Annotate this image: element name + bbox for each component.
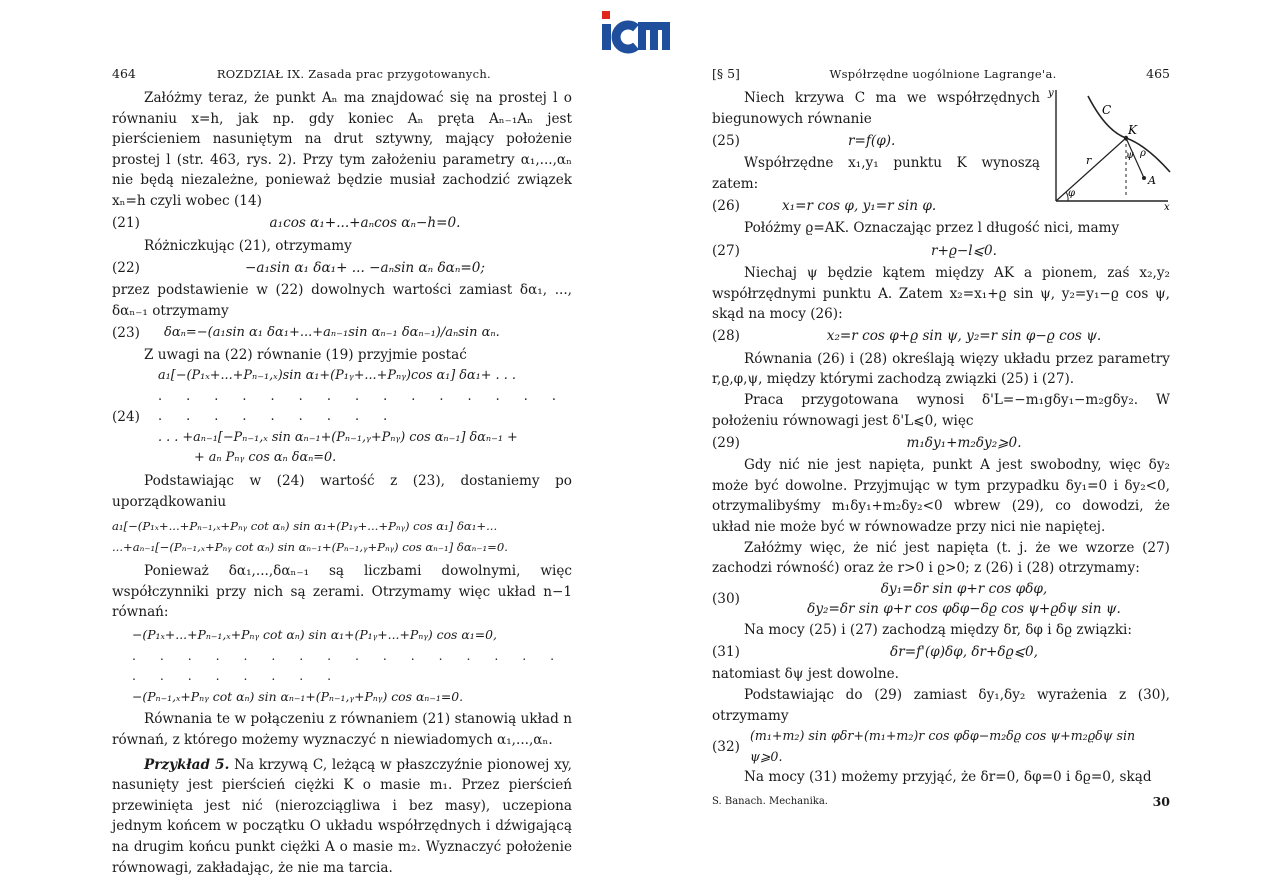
equation-26 bbox=[712, 194, 1040, 218]
section-number: [§ 5] bbox=[712, 66, 740, 81]
equation-body: r+ϱ−l⩽0. bbox=[931, 242, 997, 259]
example-paragraph bbox=[112, 755, 572, 879]
equation-21 bbox=[112, 212, 572, 236]
equation-line: a₁[−(P₁ₓ+...+Pₙ₋₁,ₓ)sin α₁+(P₁ᵧ+...+Pₙᵧ)cos α₁] δα₁+ . . . bbox=[158, 367, 516, 383]
equation-line: δy₂=δr sin φ+r cos φδφ−δϱ cos ψ+ϱδψ sin ψ. bbox=[807, 601, 1121, 618]
fig-label-phi: φ bbox=[1068, 188, 1076, 199]
icm-logo bbox=[598, 10, 676, 54]
paragraph: Załóżmy teraz, że punkt Aₙ ma znajdować się na prostej l o równaniu x=h, jak np. gdy koniec Aₙ pręta Aₙ₋₁Aₙ jest pierścieniem nasuniętym na drut sztywny, mający położenie prostej l (str. 463, rys. 2). Przy tym założeniu parametry α₁,...,αₙ nie będą niezależne, ponieważ będzie musiał zachodzić związek xₙ=h czyli wobec (14) bbox=[112, 90, 572, 209]
paragraph: Różniczkując (21), otrzymamy bbox=[144, 237, 352, 254]
equation-body: δr=f'(φ)δφ, δr+δϱ⩽0, bbox=[890, 644, 1038, 661]
equation-number: (26) bbox=[712, 198, 740, 215]
fig-label-x: x bbox=[1164, 202, 1170, 213]
equation-number: (31) bbox=[712, 644, 740, 661]
example-title: Przykład 5. bbox=[144, 756, 230, 773]
left-header bbox=[112, 64, 572, 88]
equation-body: −a₁sin α₁ δα₁+ ... −aₙsin αₙ δαₙ=0; bbox=[244, 259, 485, 276]
equation-25 bbox=[712, 129, 1040, 153]
paragraph: Ponieważ δα₁,...,δαₙ₋₁ są liczbami dowolnymi, więc współczynniki przy nich są zerami. Otrzymamy więc układ n−1 równań: bbox=[112, 563, 572, 621]
equation-number: (28) bbox=[712, 328, 740, 345]
paragraph: Z uwagi na (22) równanie (19) przyjmie postać bbox=[144, 347, 467, 364]
right-running-title: Współrzędne uogólnione Lagrange'a. bbox=[829, 67, 1057, 81]
equation-body: (m₁+m₂) sin φδr+(m₁+m₂)r cos φδφ−m₂δϱ cos ψ+m₂ϱδψ sin ψ⩾0. bbox=[750, 728, 1136, 764]
paragraph: Równania te w połączeniu z równaniem (21) stanowią układ n równań, z którego możemy wyznaczyć n niewiadomych α₁,...,αₙ. bbox=[112, 711, 572, 749]
equation-30 bbox=[712, 579, 1170, 620]
left-running-title: ROZDZIAŁ IX. Zasada prac przygotowanych. bbox=[216, 67, 492, 81]
equation-dots: . . . . . . . . . . . . . . . . . . . . . . . . bbox=[132, 647, 565, 684]
equation-number: (30) bbox=[712, 590, 740, 607]
equation-32 bbox=[712, 726, 1170, 767]
equation-number: (21) bbox=[112, 215, 140, 232]
equation-line: + aₙ Pₙᵧ cos αₙ δαₙ=0. bbox=[194, 450, 337, 466]
right-footer bbox=[712, 792, 1170, 813]
fig-label-rho: ρ bbox=[1140, 148, 1146, 159]
paragraph: Połóżmy ϱ=AK. Oznaczając przez l długość nici, mamy bbox=[744, 220, 1120, 237]
radius-line bbox=[1056, 138, 1126, 201]
paragraph: Załóżmy więc, że nić jest napięta (t. j. że we wzorze (27) zachodzi równość) oraz że r>0 i ϱ>0; z (26) i (28) otrzymamy: bbox=[712, 539, 1170, 577]
example-text: Na krzywą C, leżącą w płaszczyźnie pionowej xy, nasunięty jest pierścień ciężki K o masie m₁. Przez pierścień przewinięta jest nić (nierozciągliwa i bez masy), uczepiona jednym końcem w początku O układu współrzędnych i dźwigającą na drugim końcu punkt ciężki A o masie m₂. Wyznaczyć położenie równowagi, zakładając, że nie ma tarcia. bbox=[112, 756, 572, 876]
paragraph: Podstawiając do (29) zamiast δy₁,δy₂ wyrażenia z (30), otrzymamy bbox=[712, 687, 1170, 724]
equation-line: a₁[−(P₁ₓ+...+Pₙ₋₁,ₓ+Pₙᵧ cot αₙ) sin α₁+(P₁ᵧ+...+Pₙᵧ) cos α₁] δα₁+... bbox=[112, 519, 498, 534]
equation-number: (25) bbox=[712, 132, 740, 149]
equation-body: m₁δy₁+m₂δy₂⩾0. bbox=[906, 434, 1022, 451]
fig-label-y: y bbox=[1048, 88, 1054, 99]
paragraph: Współrzędne x₁,y₁ punktu K wynoszą zatem: bbox=[712, 155, 1040, 192]
equation-28 bbox=[712, 325, 1170, 349]
fig-label-psi: ψ bbox=[1126, 150, 1134, 161]
equation-expanded bbox=[112, 516, 572, 557]
fig-label-a: A bbox=[1148, 174, 1156, 187]
equation-24 bbox=[112, 366, 572, 469]
equation-line: δy₁=δr sin φ+r cos φδφ, bbox=[880, 580, 1048, 597]
equation-number: (23) bbox=[112, 325, 140, 342]
equation-line: −(Pₙ₋₁,ₓ+Pₙᵧ cot αₙ) sin αₙ₋₁+(Pₙ₋₁,ᵧ+Pₙᵧ) cos αₙ₋₁=0. bbox=[132, 688, 464, 704]
fig-label-r: r bbox=[1086, 154, 1092, 167]
left-page-number: 464 bbox=[112, 66, 136, 81]
paragraph: Niechaj ψ będzie kątem między AK a pionem, zaś x₂,y₂ współrzędnymi punktu A. Zatem x₂=x₁+ϱ sin ψ, y₂=y₁−ϱ cos ψ, skąd na mocy (26): bbox=[712, 264, 1170, 323]
equation-body: r=f(φ). bbox=[848, 132, 896, 149]
equation-body: x₁=r cos φ, y₁=r sin φ. bbox=[782, 198, 937, 215]
equation-dots: . . . . . . . . . . . . . . . . . . . . . . . . bbox=[158, 388, 566, 425]
left-page bbox=[112, 64, 572, 878]
right-header bbox=[712, 64, 1170, 88]
fig-label-k: K bbox=[1128, 123, 1137, 137]
paragraph: natomiast δψ jest dowolne. bbox=[712, 666, 899, 683]
equation-23 bbox=[112, 321, 572, 345]
equation-line: . . . +aₙ₋₁[−Pₙ₋₁,ₓ sin αₙ₋₁+(Pₙ₋₁,ᵧ+Pₙᵧ) cos αₙ₋₁] δαₙ₋₁ + bbox=[158, 429, 518, 445]
paragraph: Praca przygotowana wynosi δ'L=−m₁gδy₁−m₂gδy₂. W położeniu równowagi jest δ'L⩽0, więc bbox=[712, 391, 1170, 429]
paragraph: przez podstawienie w (22) dowolnych wartości zamiast δα₁, ..., δαₙ₋₁ otrzymamy bbox=[112, 282, 572, 319]
logo-text: icm bbox=[624, 54, 626, 55]
right-page bbox=[712, 64, 1170, 813]
equation-body: δαₙ=−(a₁sin α₁ δα₁+...+aₙ₋₁sin αₙ₋₁ δαₙ₋₁)/aₙsin αₙ. bbox=[164, 325, 500, 341]
equation-line: −(P₁ₓ+...+Pₙ₋₁,ₓ+Pₙᵧ cot αₙ) sin α₁+(P₁ᵧ+...+Pₙᵧ) cos α₁=0, bbox=[132, 627, 497, 643]
footer-signature: 30 bbox=[1152, 794, 1170, 810]
fig-label-c: C bbox=[1102, 103, 1112, 117]
paragraph: Na mocy (25) i (27) zachodzą między δr, δφ i δϱ związki: bbox=[744, 621, 1132, 638]
equation-number: (24) bbox=[112, 409, 140, 426]
point-a bbox=[1142, 176, 1146, 180]
paragraph: Niech krzywa C ma we współrzędnych biegunowych równanie bbox=[712, 90, 1040, 127]
paragraph: Na mocy (31) możemy przyjąć, że δr=0, δφ=0 i δϱ=0, skąd bbox=[744, 769, 1152, 786]
equation-31 bbox=[712, 640, 1170, 664]
equation-number: (22) bbox=[112, 259, 140, 276]
equation-body: a₁cos α₁+...+aₙcos αₙ−h=0. bbox=[269, 215, 461, 232]
equation-body: x₂=r cos φ+ϱ sin ψ, y₂=r sin φ−ϱ cos ψ. bbox=[826, 328, 1102, 345]
equation-line: ...+aₙ₋₁[−(Pₙ₋₁,ₓ+Pₙᵧ cot αₙ) sin αₙ₋₁+(Pₙ₋₁,ᵧ+Pₙᵧ) cos αₙ₋₁] δαₙ₋₁=0. bbox=[112, 539, 508, 554]
equation-number: (32) bbox=[712, 738, 740, 755]
equation-number: (27) bbox=[712, 242, 740, 259]
paragraph: Równania (26) i (28) określają więzy układu przez parametry r,ϱ,φ,ψ, między którymi zachodzą związki (25) i (27). bbox=[712, 350, 1170, 388]
equation-number: (29) bbox=[712, 434, 740, 451]
equation-system bbox=[132, 625, 572, 707]
paragraph: Podstawiając w (24) wartość z (23), dostaniemy po uporządkowaniu bbox=[112, 472, 572, 510]
footer-book: S. Banach. Mechanika. bbox=[712, 796, 828, 808]
curve-figure bbox=[1046, 86, 1174, 213]
paragraph: Gdy nić nie jest napięta, punkt A jest swobodny, więc δy₂ może być dowolne. Przyjmując w tym przypadku δy₁=0 i δy₂<0, otrzymalibyśmy m₁δy₁+m₂δy₂<0 wbrew (29), co dowodzi, że układ nie może być w równowadze przy nici nie napiętej. bbox=[712, 457, 1170, 535]
right-page-number: 465 bbox=[1146, 66, 1170, 81]
equation-27 bbox=[712, 239, 1170, 263]
equation-22 bbox=[112, 256, 572, 280]
equation-29 bbox=[712, 431, 1170, 455]
